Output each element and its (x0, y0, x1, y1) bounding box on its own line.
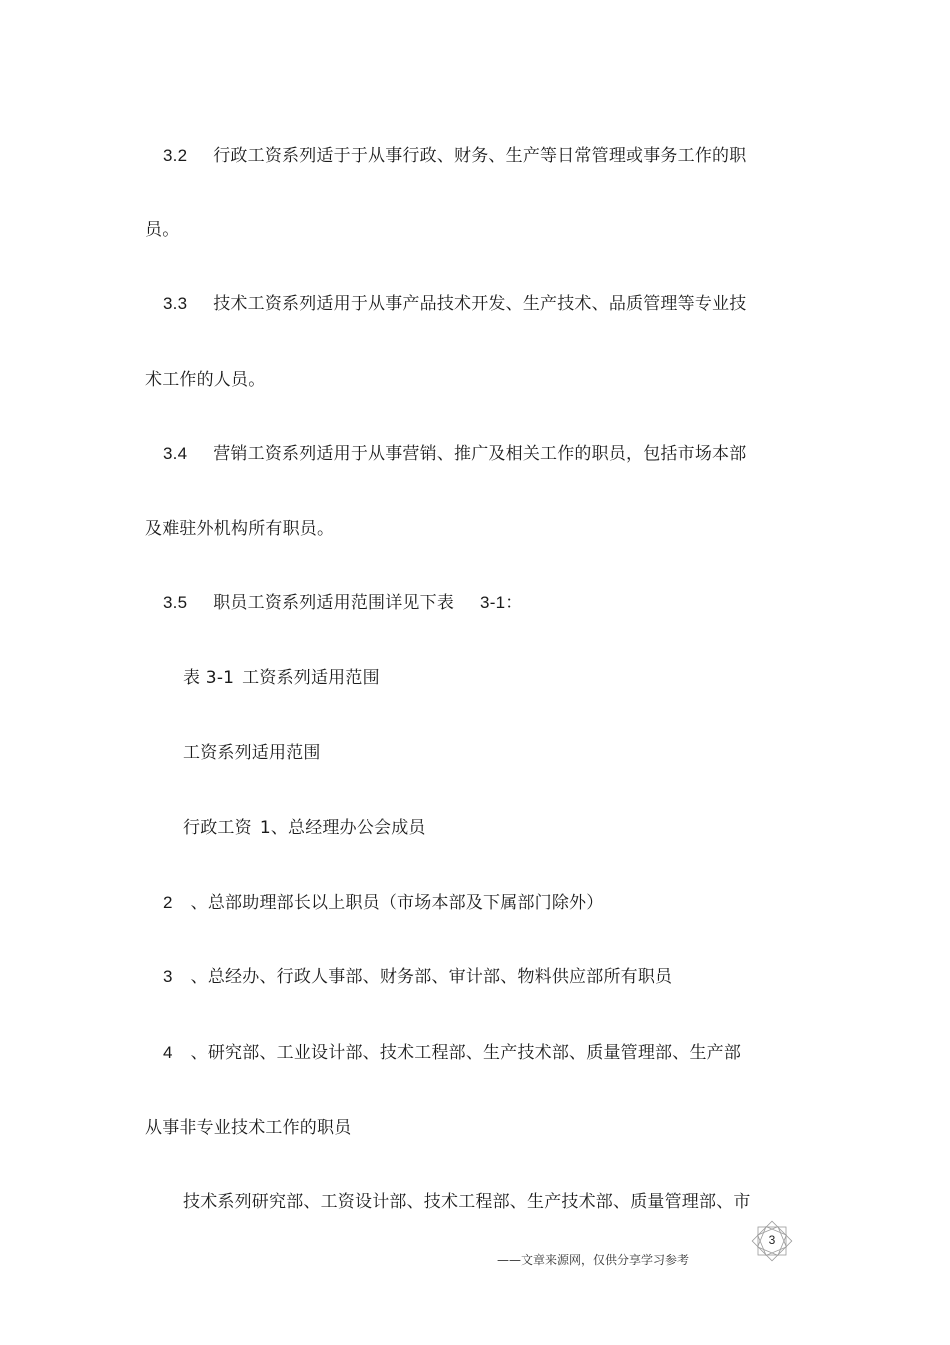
table-header: 工资系列适用范围 (183, 743, 321, 763)
table-caption (183, 667, 380, 689)
paragraph-3-2-line-2: 员。 (145, 220, 180, 240)
paragraph-3-4-line-1 (163, 443, 746, 465)
scope-item-2 (163, 892, 603, 914)
table-row-technical: 技术系列研究部、工资设计部、技术工程部、生产技术部、质量管理部、市 (183, 1192, 751, 1212)
item-number: 4 (163, 1043, 173, 1062)
table-caption-text: 工资系列适用范围 (242, 668, 380, 688)
source-note: ——文章来源网，仅供分享学习参考 (497, 1253, 690, 1267)
item-number: 2 (163, 893, 173, 912)
scope-item-3 (163, 966, 672, 988)
section-number: 3.2 (163, 146, 188, 165)
page-footer (0, 1244, 950, 1274)
page-number: 3 (768, 1233, 776, 1247)
paragraph-text: 职员工资系列适用范围详见下表 (213, 593, 455, 613)
section-number: 3.5 (163, 593, 188, 612)
paragraph-text: 技术工资系列适用于从事产品技术开发、生产技术、品质管理等专业技 (213, 294, 747, 314)
section-number: 3.3 (163, 294, 188, 313)
item-text: 、总部助理部长以上职员（市场本部及下属部门除外） (190, 893, 604, 913)
paragraph-3-5 (163, 592, 522, 614)
table-caption-prefix: 表 3-1 (183, 668, 235, 688)
item-text: 、研究部、工业设计部、技术工程部、生产技术部、质量管理部、生产部 (190, 1043, 742, 1063)
paragraph-text: 行政工资系列适于于从事行政、财务、生产等日常管理或事务工作的职 (213, 146, 747, 166)
paragraph-3-4-line-2: 及难驻外机构所有职员。 (145, 519, 335, 539)
paragraph-3-3-line-2: 术工作的人员。 (145, 370, 266, 390)
scope-item-4-continued: 从事非专业技术工作的职员 (145, 1118, 352, 1138)
table-reference: 3-1： (480, 593, 523, 612)
section-number: 3.4 (163, 444, 188, 463)
table-row-admin (183, 817, 426, 839)
scope-item-4 (163, 1042, 741, 1064)
paragraph-3-3-line-1 (163, 293, 746, 315)
paragraph-text: 营销工资系列适用于从事营销、推广及相关工作的职员，包括市场本部 (213, 444, 747, 464)
scope-item-1: 1、总经理办公会成员 (259, 818, 426, 838)
paragraph-3-2-line-1 (163, 145, 746, 167)
item-text: 、总经办、行政人事部、财务部、审计部、物料供应部所有职员 (190, 967, 673, 987)
item-number: 3 (163, 967, 173, 986)
series-name: 行政工资 (183, 818, 252, 838)
